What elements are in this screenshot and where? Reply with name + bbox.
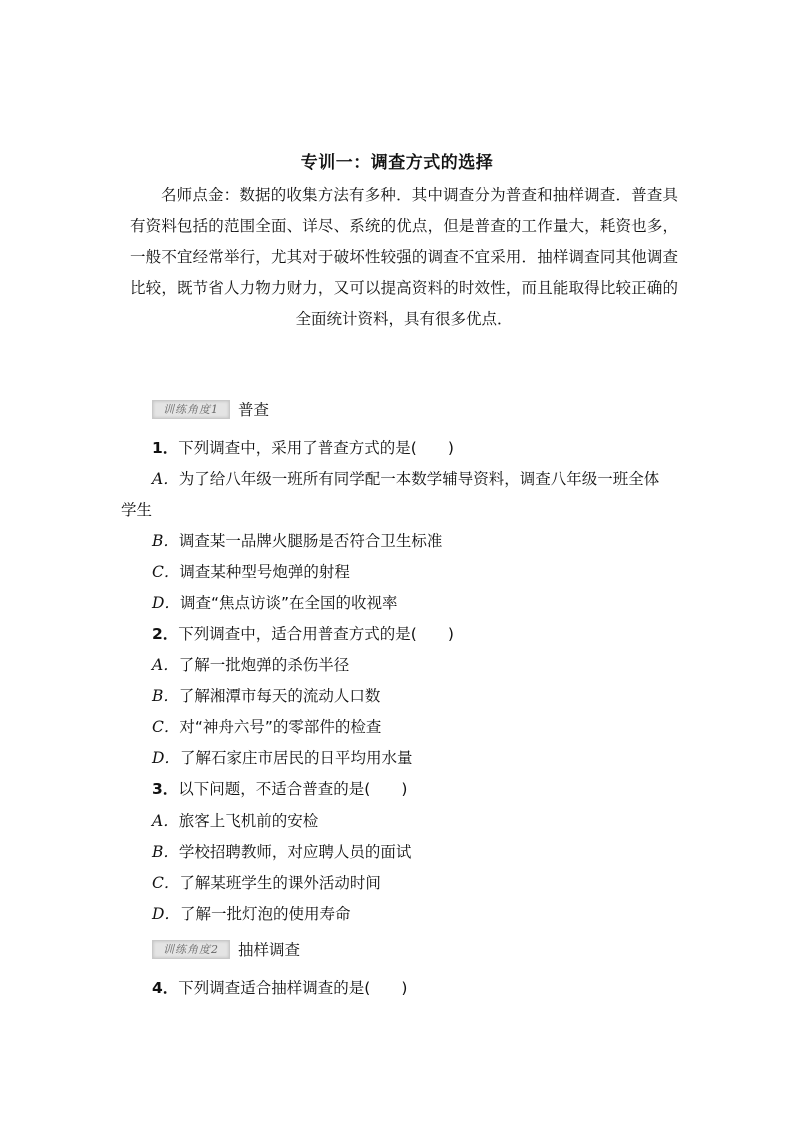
question-text: 下列调查适合抽样调查的是( ) xyxy=(178,979,408,997)
option-text: 调查“焦点访谈”在全国的收视率 xyxy=(179,594,398,612)
question-4 xyxy=(152,976,407,998)
question-3-option-c xyxy=(152,871,381,893)
option-text: 了解一批灯泡的使用寿命 xyxy=(179,905,351,923)
option-text: 为了给八年级一班所有同学配一本数学辅导资料，调查八年级一班全体 xyxy=(178,470,660,488)
question-1-option-a-continued: 学生 xyxy=(121,501,153,519)
option-text: 对“神舟六号”的零部件的检查 xyxy=(179,718,382,736)
option-letter: C． xyxy=(152,874,180,892)
intro-paragraph: 名师点金：数据的收集方法有多种．其中调查分为普查和抽样调查．普查具有资料包括的范围全面、详尽、系统的优点，但是普查的工作量大，耗资也多，一般不宜经常举行，尤其对于破坏性较强的调查不宜采用．抽样调查同其他调查比较，既节省人力物力财力，又可以提高资料的时效性，而且能取得比较正确的全面统计资料，具有很多优点． xyxy=(130,186,678,328)
option-letter: A． xyxy=(152,470,179,488)
question-1-option-d xyxy=(152,591,398,613)
question-2-option-d xyxy=(152,746,412,768)
option-letter: C． xyxy=(152,563,180,581)
question-number: 1． xyxy=(152,439,179,457)
question-3-option-d xyxy=(152,902,350,924)
question-2-option-b xyxy=(152,684,380,706)
question-number: 4． xyxy=(152,979,179,997)
question-number: 2． xyxy=(152,625,179,643)
question-text: 下列调查中，采用了普查方式的是( ) xyxy=(178,439,454,457)
question-3-option-b xyxy=(152,840,411,862)
option-text: 了解石家庄市居民的日平均用水量 xyxy=(179,749,413,767)
option-letter: A． xyxy=(152,812,179,830)
option-letter: B． xyxy=(152,687,179,705)
option-letter: B． xyxy=(152,843,179,861)
option-text: 了解湘潭市每天的流动人口数 xyxy=(178,687,381,705)
question-2 xyxy=(152,622,454,644)
option-text: 了解某班学生的课外活动时间 xyxy=(179,874,381,892)
section-title: 普查 xyxy=(238,401,270,419)
question-text: 下列调查中，适合用普查方式的是( ) xyxy=(178,625,454,643)
option-letter: C． xyxy=(152,718,180,736)
question-number: 3． xyxy=(152,780,179,798)
option-letter: B． xyxy=(152,532,179,550)
question-text: 以下问题，不适合普查的是( ) xyxy=(178,780,408,798)
section-badge: 训练角度1 xyxy=(152,400,230,419)
question-2-option-a xyxy=(152,653,349,675)
option-letter: D． xyxy=(152,749,180,767)
option-text: 旅客上飞机前的安检 xyxy=(178,812,319,830)
option-letter: D． xyxy=(152,594,180,612)
page-title: 专训一：调查方式的选择 xyxy=(300,153,494,173)
option-letter: A． xyxy=(152,656,179,674)
option-letter: D． xyxy=(152,905,180,923)
section-badge: 训练角度2 xyxy=(152,940,230,959)
option-text: 调查某种型号炮弹的射程 xyxy=(179,563,350,581)
question-1-option-a xyxy=(152,467,659,489)
section-heading-census xyxy=(152,398,269,420)
option-text: 学校招聘教师，对应聘人员的面试 xyxy=(178,843,412,861)
option-text: 调查某一品牌火腿肠是否符合卫生标准 xyxy=(178,532,443,550)
question-2-option-c xyxy=(152,715,381,737)
section-heading-sampling xyxy=(152,938,300,960)
question-3 xyxy=(152,777,407,799)
question-1 xyxy=(152,436,454,458)
question-1-option-c xyxy=(152,560,350,582)
option-text: 了解一批炮弹的杀伤半径 xyxy=(178,656,350,674)
question-1-option-b xyxy=(152,529,442,551)
question-3-option-a xyxy=(152,809,318,831)
section-title: 抽样调查 xyxy=(238,941,301,959)
